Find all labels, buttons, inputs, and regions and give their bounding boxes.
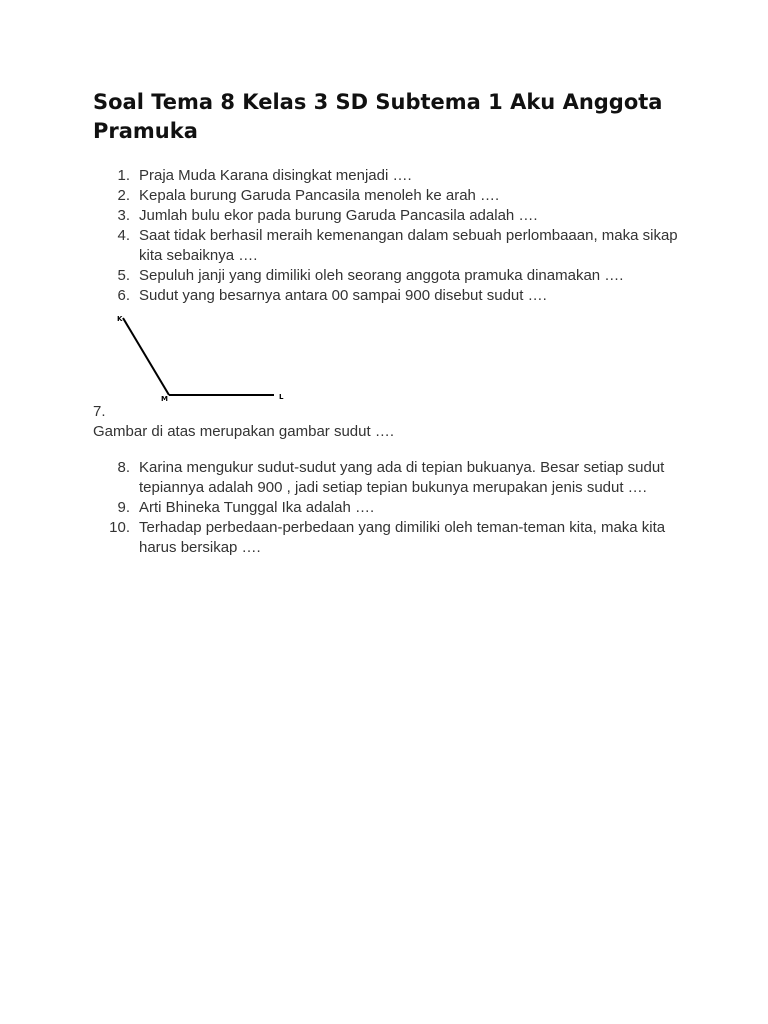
- vertex-label-m: M: [161, 395, 168, 403]
- question-item: [93, 518, 693, 558]
- question-text: Karina mengukur sudut-sudut yang ada di tepian bukuanya. Besar setiap sudut tepiannya adalah 900 , jadi setiap tepian bukunya merupakan jenis sudut ….: [139, 459, 665, 496]
- question-number: 8.: [117, 459, 130, 476]
- question-text: Arti Bhineka Tunggal Ika adalah ….: [139, 499, 375, 516]
- question-text: Kepala burung Garuda Pancasila menoleh ke arah ….: [139, 187, 500, 204]
- question-text: Saat tidak berhasil meraih kemenangan dalam sebuah perlombaaan, maka sikap kita sebaiknya ….: [139, 227, 678, 264]
- question-item: [93, 226, 693, 266]
- question-number: 6.: [117, 287, 130, 304]
- angle-figure: [111, 310, 311, 405]
- question-number: 3.: [117, 207, 130, 224]
- question-item: [93, 458, 693, 498]
- ray-mk: [123, 318, 169, 395]
- vertex-label-l: L: [279, 393, 284, 401]
- question-number: 5.: [117, 267, 130, 284]
- question-7-number: 7.: [93, 403, 106, 420]
- question-text: Sudut yang besarnya antara 00 sampai 900 disebut sudut ….: [139, 287, 547, 304]
- question-7-text: Gambar di atas merupakan gambar sudut ….: [93, 423, 394, 440]
- question-text: Sepuluh janji yang dimiliki oleh seorang anggota pramuka dinamakan ….: [139, 267, 624, 284]
- question-list-1-6: [93, 166, 693, 306]
- question-item: [93, 166, 693, 186]
- question-number: 4.: [117, 227, 130, 244]
- question-item: [93, 266, 693, 286]
- vertex-label-k: K: [117, 315, 123, 323]
- question-item: [93, 286, 693, 306]
- question-number: 2.: [117, 187, 130, 204]
- page-title: Soal Tema 8 Kelas 3 SD Subtema 1 Aku Anggota Pramuka: [93, 90, 663, 143]
- question-item: [93, 498, 693, 518]
- question-number: 1.: [117, 167, 130, 184]
- document-page: [93, 88, 693, 558]
- question-text: Jumlah bulu ekor pada burung Garuda Pancasila adalah ….: [139, 207, 538, 224]
- question-item: [93, 186, 693, 206]
- question-number: 9.: [117, 499, 130, 516]
- question-item: [93, 206, 693, 226]
- question-text: Terhadap perbedaan-perbedaan yang dimiliki oleh teman-teman kita, maka kita harus bersikap ….: [139, 519, 666, 556]
- question-text: Praja Muda Karana disingkat menjadi ….: [139, 167, 412, 184]
- question-list-8-10: [93, 458, 693, 558]
- question-number: 10.: [109, 519, 130, 536]
- angle-figure-block: [93, 310, 693, 422]
